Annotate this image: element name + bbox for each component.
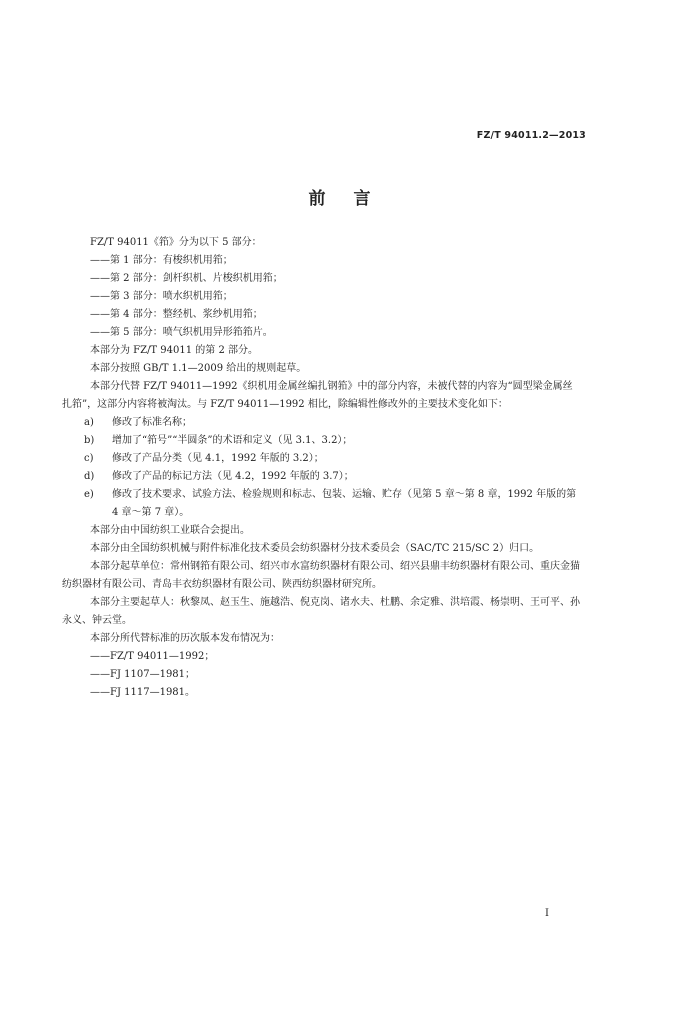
change-item-b [62,432,582,450]
part2-paragraph: 本部分为 FZ/T 94011 的第 2 部分。 [90,345,258,356]
change-text: 修改了技术要求、试验方法、检验规则和标志、包装、运输、贮存（见第 5 章～第 8 章，1992 年版的第 4 章～第 7 章）。 [112,489,577,518]
change-marker: b) [84,435,95,446]
change-text: 修改了标准名称； [112,417,192,428]
replace-paragraph: 本部分代替 FZ/T 94011—1992《织机用金属丝编扎钢筘》中的部分内容，未被代替的内容为“圆型梁金属丝扎筘”，这部分内容将被淘汰。与 FZ/T 94011—1992 相比，除编辑性修改外的主要技术变化如下： [62,381,573,410]
standard-code: FZ/T 94011.2—2013 [476,130,586,141]
change-text: 修改了产品分类（见 4.1，1992 年版的 3.2）； [112,453,324,464]
part-item-5: ——第 5 部分：喷气织机用异形筘筘片。 [90,327,273,338]
rules-paragraph: 本部分按照 GB/T 1.1—2009 给出的规则起草。 [90,363,307,374]
change-marker: e) [84,489,94,500]
change-item-a [62,414,582,432]
intro-paragraph: FZ/T 94011《筘》分为以下 5 部分： [90,237,262,248]
history-item-1: ——FZ/T 94011—1992； [90,651,215,662]
units-paragraph: 本部分起草单位：常州钢筘有限公司、绍兴市水富纺织器材有限公司、绍兴县鼎丰纺织器材有限公司、重庆金猫纺织器材有限公司、青岛丰衣纺织器材有限公司、陕西纺织器材研究所。 [62,561,580,590]
part-item-4: ——第 4 部分：整经机、浆纱机用筘； [90,309,263,320]
change-marker: a) [84,417,94,428]
committee-paragraph: 本部分由全国纺织机械与附件标准化技术委员会纺织器材分技术委员会（SAC/TC 215/SC 2）归口。 [90,543,540,554]
page-number: I [545,908,549,919]
part-item-2: ——第 2 部分：剑杆织机、片梭织机用筘； [90,273,283,284]
part-item-3: ——第 3 部分：喷水织机用筘； [90,291,233,302]
change-item-d [62,468,582,486]
drafters-paragraph: 本部分主要起草人：秋黎凤、赵玉生、施越浩、倪克岗、诸水夫、杜鹏、余定雅、洪培霞、杨崇明、王可平、孙永义、钟云堂。 [62,597,580,626]
change-marker: d) [84,471,95,482]
document-body [62,234,582,702]
change-text: 修改了产品的标记方法（见 4.2，1992 年版的 3.7）； [112,471,354,482]
change-item-e [62,486,582,522]
history-item-3: ——FJ 1117—1981。 [90,687,196,698]
change-text: 增加了“筘号”“半圆条”的术语和定义（见 3.1、3.2）； [112,435,353,446]
proposer-paragraph: 本部分由中国纺织工业联合会提出。 [90,525,250,536]
history-item-2: ——FJ 1107—1981； [90,669,196,680]
change-marker: c) [84,453,94,464]
part-item-1: ——第 1 部分：有梭织机用筘； [90,255,233,266]
page-title: 前言 [308,189,399,209]
history-paragraph: 本部分所代替标准的历次版本发布情况为： [90,633,280,644]
change-item-c [62,450,582,468]
